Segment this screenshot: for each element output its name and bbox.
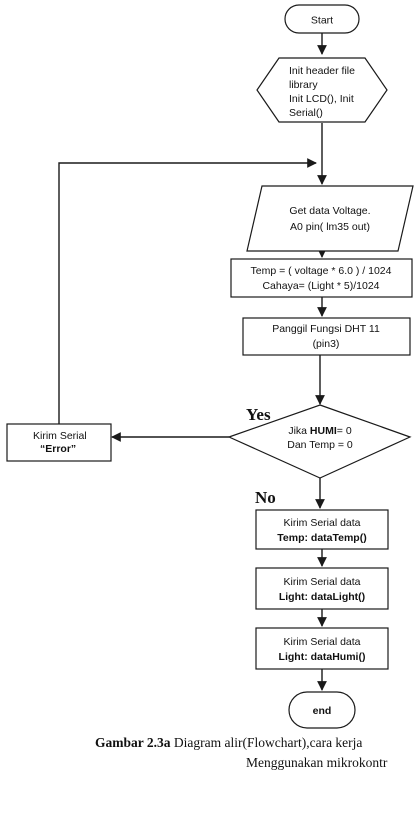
calc-line-1: Temp = ( voltage * 6.0 ) / 1024 (250, 265, 392, 277)
error-line-2: “Error” (40, 443, 77, 455)
dht-line-2: (pin3) (312, 338, 340, 350)
send-humi-line-2: Light: dataHumi() (278, 651, 366, 663)
node-start (285, 5, 359, 33)
get-data-line-2: A0 pin( lm35 out) (290, 221, 370, 233)
node-end (289, 692, 355, 728)
caption-figure-number: Gambar 2.3a (95, 735, 171, 750)
send-humi-line-1: Kirim Serial data (283, 636, 361, 648)
node-calc (231, 259, 412, 297)
node-send-humi (256, 628, 388, 669)
dht-line-1: Panggil Fungsi DHT 11 (272, 323, 380, 335)
init-line-3: Init LCD(), Init (289, 93, 354, 105)
node-error (7, 424, 111, 461)
init-line-2: library (289, 79, 318, 91)
decision-line-2: Dan Temp = 0 (287, 439, 353, 451)
decision-line-1: Jika HUMI= 0 (288, 425, 352, 437)
init-line-1: Init header file (289, 65, 355, 77)
node-dht (243, 318, 410, 355)
node-send-light (256, 568, 388, 609)
node-send-temp (256, 510, 388, 549)
send-light-line-2: Light: dataLight() (278, 591, 366, 603)
no-label: No (255, 488, 276, 507)
error-line-1: Kirim Serial (33, 430, 87, 442)
node-get-data (247, 186, 413, 251)
node-init (257, 58, 387, 122)
calc-line-2: Cahaya= (Light * 5)/1024 (262, 280, 380, 292)
yes-label: Yes (246, 405, 271, 424)
send-temp-line-1: Kirim Serial data (283, 517, 361, 529)
send-temp-line-2: Temp: dataTemp() (277, 532, 367, 544)
get-data-parallelogram (247, 186, 413, 251)
caption-line-2: Menggunakan mikrokontr (246, 755, 388, 770)
start-label: Start (310, 14, 334, 27)
end-label: end (312, 705, 332, 717)
caption-line-1-text: Diagram alir(Flowchart),cara kerja (170, 735, 363, 750)
figure-caption (0, 735, 418, 775)
caption-line-1 (95, 735, 362, 751)
init-line-4: Serial() (289, 107, 323, 119)
get-data-line-1: Get data Voltage. (289, 205, 371, 217)
send-light-line-1: Kirim Serial data (283, 576, 361, 588)
